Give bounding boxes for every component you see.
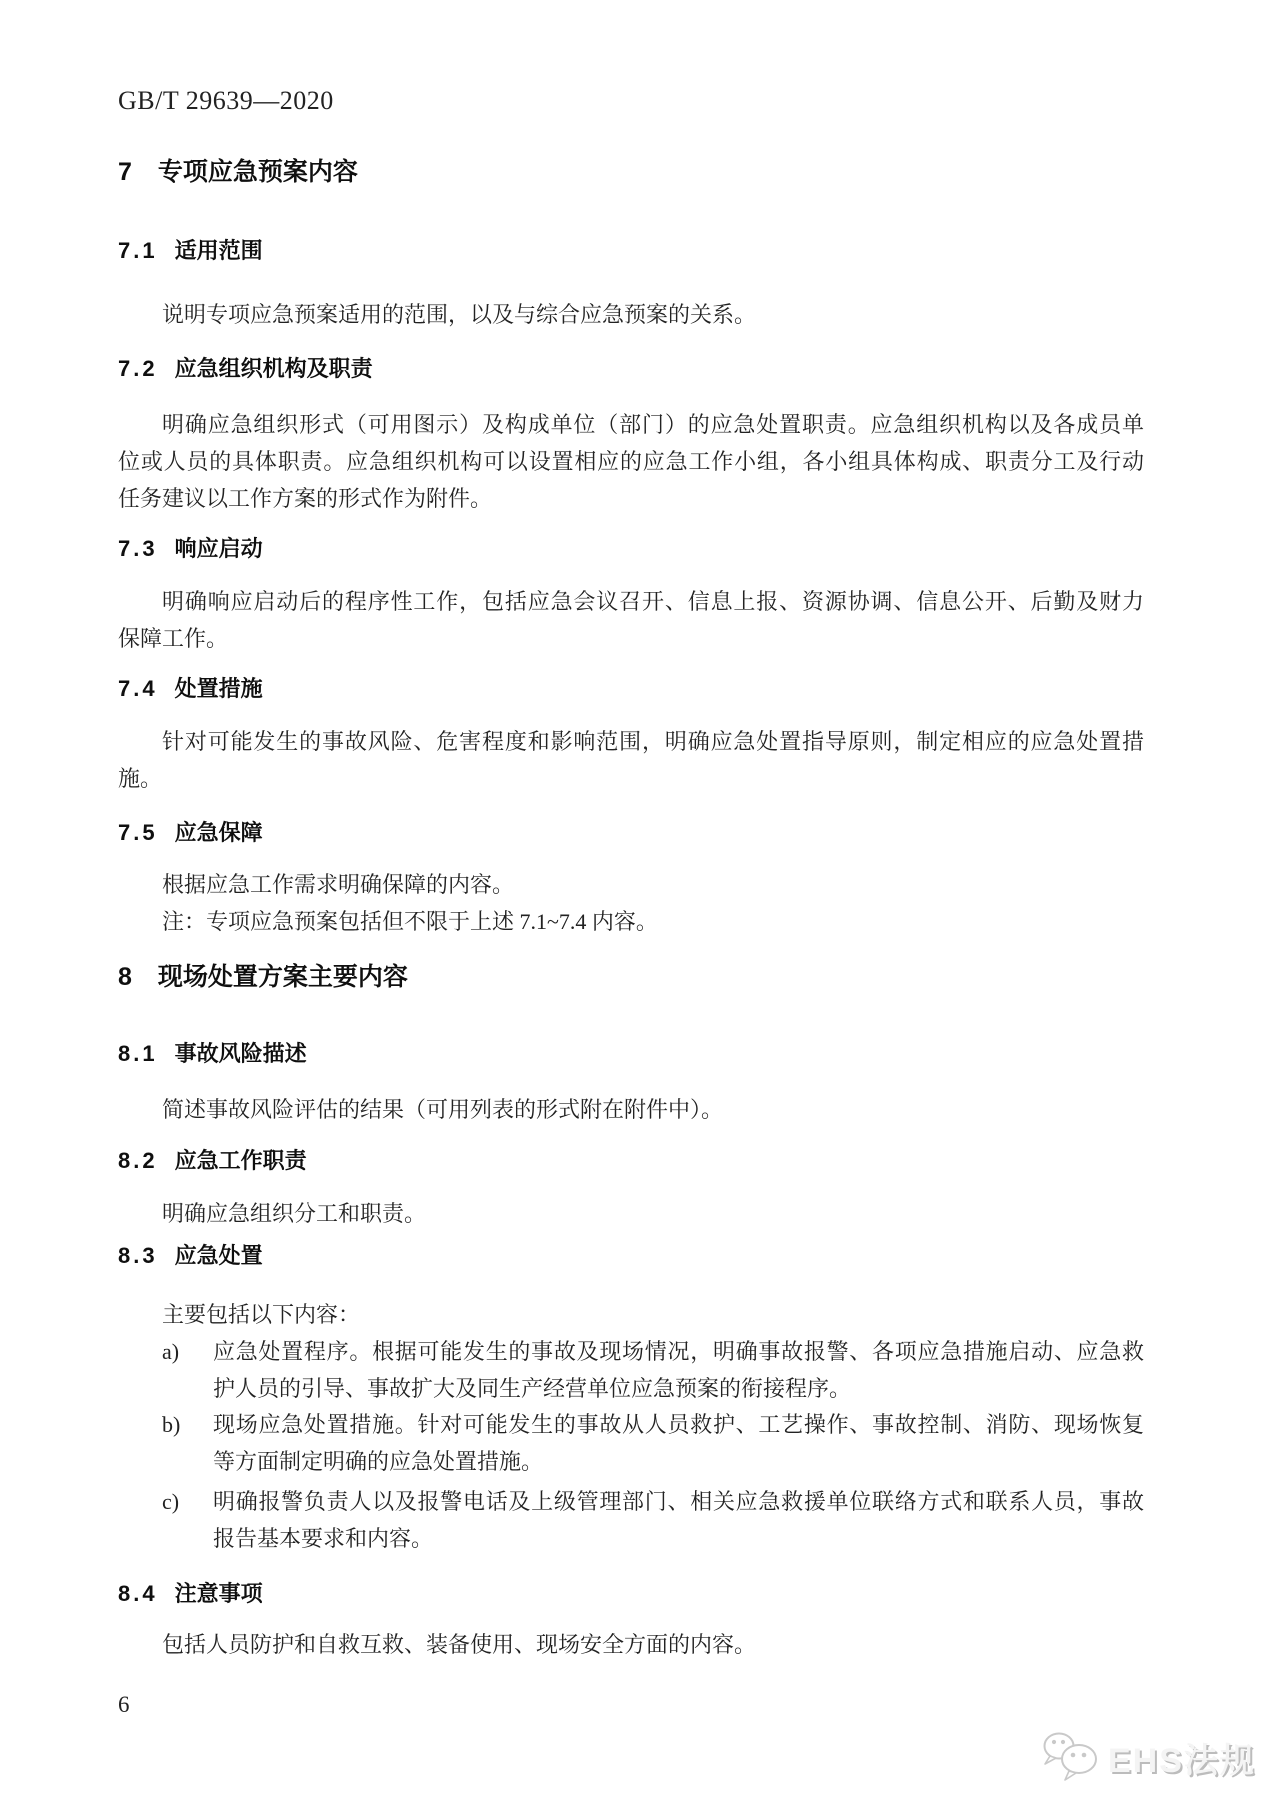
clause-8-3-heading [118, 1241, 263, 1271]
page-number: 6 [118, 1692, 130, 1717]
paragraph-line: 施。 [118, 766, 163, 791]
chapter-8-title: 现场处置方案主要内容 [157, 963, 408, 991]
clause-7-3-title: 响应启动 [174, 536, 263, 561]
clause-8-3-title: 应急处置 [174, 1243, 263, 1268]
clause-7-1-title: 适用范围 [174, 238, 263, 263]
chapter-7-heading [118, 156, 358, 188]
clause-7-1-number: 7.1 [118, 238, 158, 263]
list-marker-b: b) [162, 1412, 181, 1437]
note-7-5: 注：专项应急预案包括但不限于上述 7.1~7.4 内容。 [162, 909, 658, 934]
clause-8-2-title: 应急工作职责 [174, 1148, 307, 1173]
paragraph-8-3-intro [118, 1296, 1144, 1333]
list-line: 应急处置程序。根据可能发生的事故及现场情况，明确事故报警、各项应急措施启动、应急救 [213, 1339, 1144, 1364]
watermark [1040, 1729, 1256, 1785]
clause-7-1-heading [118, 236, 263, 266]
paragraph-line: 明确应急组织形式（可用图示）及构成单位（部门）的应急处置职责。应急组织机构以及各成员单 [162, 412, 1144, 437]
paragraph-line: 主要包括以下内容： [162, 1302, 361, 1327]
list-line: 报告基本要求和内容。 [213, 1526, 434, 1551]
paragraph-line: 针对可能发生的事故风险、危害程度和影响范围，明确应急处置指导原则，制定相应的应急处置措 [162, 729, 1144, 754]
list-item-a [118, 1333, 1144, 1407]
paragraph-7-1 [118, 296, 1144, 333]
wechat-icon [1040, 1729, 1104, 1785]
clause-8-1-heading [118, 1039, 307, 1069]
clause-7-2-number: 7.2 [118, 356, 158, 381]
paragraph-8-4 [118, 1626, 1144, 1663]
clause-8-1-number: 8.1 [118, 1041, 158, 1066]
list-line: 明确报警负责人以及报警电话及上级管理部门、相关应急救援单位联络方式和联系人员，事故 [213, 1489, 1144, 1514]
clause-7-5-heading [118, 818, 263, 848]
clause-8-2-heading [118, 1146, 307, 1176]
clause-8-3-number: 8.3 [118, 1243, 158, 1268]
paragraph-line: 保障工作。 [118, 626, 229, 651]
paragraph-7-3 [118, 583, 1144, 657]
clause-8-4-number: 8.4 [118, 1581, 158, 1606]
chapter-8-heading [118, 961, 408, 993]
clause-7-3-number: 7.3 [118, 536, 158, 561]
paragraph-8-1 [118, 1091, 1144, 1128]
clause-7-2-title: 应急组织机构及职责 [174, 356, 373, 381]
clause-7-5-number: 7.5 [118, 820, 158, 845]
list-line: 护人员的引导、事故扩大及同生产经营单位应急预案的衔接程序。 [213, 1376, 852, 1401]
clause-7-4-heading [118, 674, 263, 704]
clause-7-2-heading [118, 354, 373, 384]
paragraph-7-2 [118, 406, 1144, 517]
paragraph-line: 包括人员防护和自救互救、装备使用、现场安全方面的内容。 [162, 1632, 757, 1657]
chapter-8-number: 8 [118, 963, 132, 991]
clause-7-5-title: 应急保障 [174, 820, 263, 845]
standard-code: GB/T 29639—2020 [118, 86, 334, 115]
clause-7-4-number: 7.4 [118, 676, 158, 701]
clause-8-2-number: 8.2 [118, 1148, 158, 1173]
paragraph-8-2 [118, 1195, 1144, 1232]
list-marker-c: c) [162, 1489, 180, 1514]
list-item-c [118, 1483, 1144, 1557]
list-item-b [118, 1406, 1144, 1480]
clause-7-3-heading [118, 534, 263, 564]
clause-8-4-heading [118, 1579, 263, 1609]
paragraph-line: 说明专项应急预案适用的范围，以及与综合应急预案的关系。 [162, 302, 757, 327]
list-line: 现场应急处置措施。针对可能发生的事故从人员救护、工艺操作、事故控制、消防、现场恢复 [213, 1412, 1144, 1437]
chapter-7-number: 7 [118, 158, 132, 186]
paragraph-7-5 [118, 866, 1144, 940]
clause-8-4-title: 注意事项 [174, 1581, 263, 1606]
list-marker-a: a) [162, 1339, 180, 1364]
paragraph-line: 明确响应启动后的程序性工作，包括应急会议召开、信息上报、资源协调、信息公开、后勤及财力 [162, 589, 1144, 614]
clause-8-1-title: 事故风险描述 [174, 1041, 307, 1066]
paragraph-line: 根据应急工作需求明确保障的内容。 [162, 872, 515, 897]
paragraph-line: 明确应急组织分工和职责。 [162, 1201, 427, 1226]
list-line: 等方面制定明确的应急处置措施。 [213, 1449, 544, 1474]
paragraph-line: 任务建议以工作方案的形式作为附件。 [118, 486, 493, 511]
clause-7-4-title: 处置措施 [174, 676, 263, 701]
paragraph-line: 简述事故风险评估的结果（可用列表的形式附在附件中）。 [162, 1097, 724, 1122]
paragraph-7-4 [118, 723, 1144, 797]
paragraph-line: 位或人员的具体职责。应急组织机构可以设置相应的应急工作小组，各小组具体构成、职责分工及行动 [118, 449, 1144, 474]
watermark-text: EHS法规 [1108, 1741, 1256, 1780]
chapter-7-title: 专项应急预案内容 [157, 158, 358, 186]
